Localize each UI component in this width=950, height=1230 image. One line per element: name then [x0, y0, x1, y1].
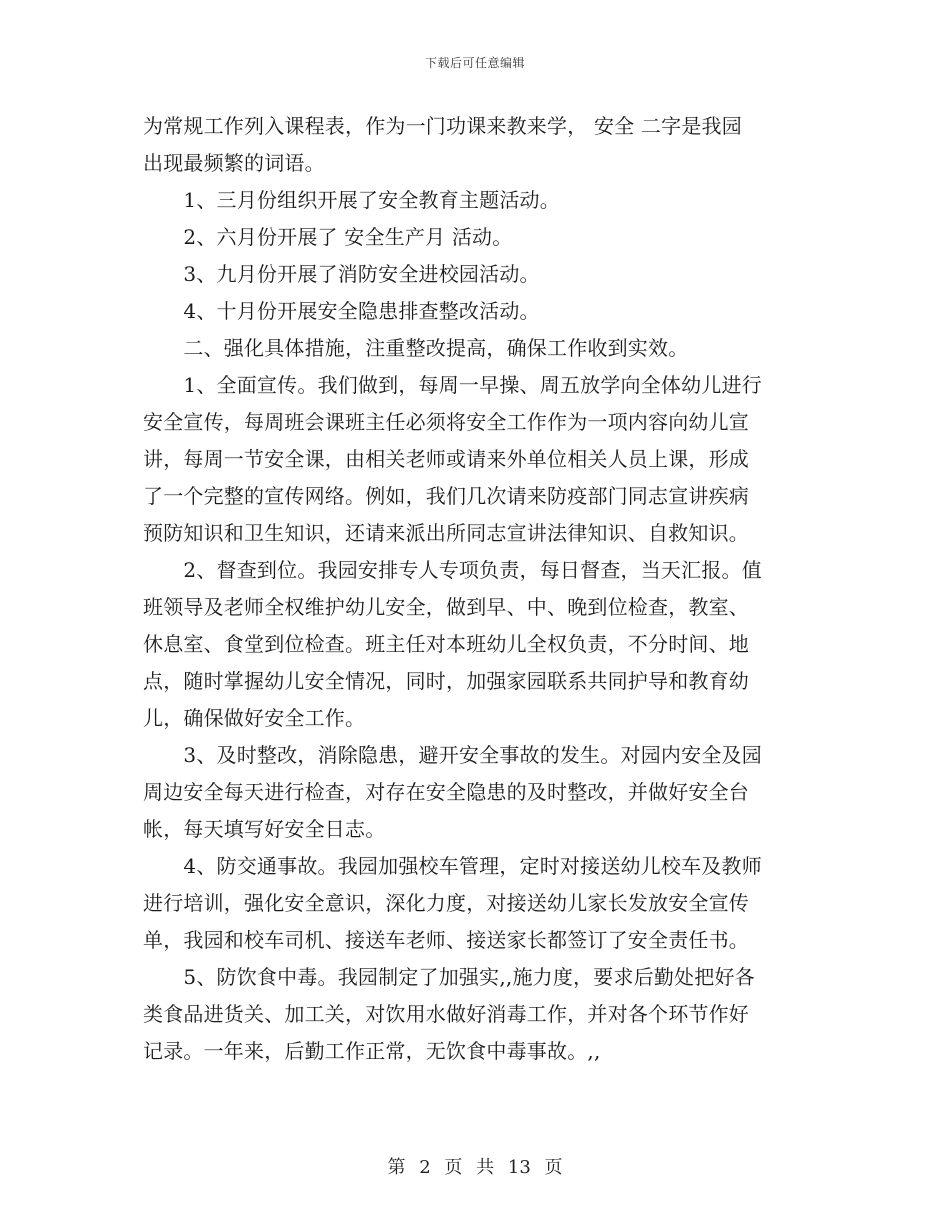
footer-prefix: 第 — [387, 1157, 406, 1178]
body-line: 1、三月份组织开展了安全教育主题活动。 — [143, 188, 560, 212]
body-line: 2、六月份开展了 安全生产月 活动。 — [143, 225, 513, 249]
body-line: 安全宣传，每周班会课班主任必须将安全工作作为一项内容向幼儿宣 — [143, 410, 749, 434]
body-line: 预防知识和卫生知识，还请来派出所同志宣讲法律知识、自救知识。 — [143, 521, 749, 545]
body-line: 5、防饮食中毒。我园制定了加强实,,施力度，要求后勤处把好各 — [143, 965, 755, 989]
body-line: 二、强化具体措施，注重整改提高，确保工作收到实效。 — [143, 336, 689, 360]
body-line: 点，随时掌握幼儿安全情况，同时，加强家园联系共同护导和教育幼 — [143, 669, 749, 693]
body-line: 儿，确保做好安全工作。 — [143, 706, 366, 730]
footer-total-pages: 13 — [507, 1157, 531, 1178]
body-line: 帐，每天填写好安全日志。 — [143, 817, 386, 841]
body-line: 了一个完整的宣传网络。例如，我们几次请来防疫部门同志宣讲疾病 — [143, 484, 749, 508]
body-line: 3、九月份开展了消防安全进校园活动。 — [143, 262, 540, 286]
body-line: 4、十月份开展安全隐患排查整改活动。 — [143, 299, 540, 323]
body-line: 类食品进货关、加工关，对饮用水做好消毒工作，并对各个环节作好 — [143, 1002, 749, 1026]
body-line: 为常规工作列入课程表，作为一门功课来教来学， 安全 二字是我园 — [143, 114, 742, 138]
body-line: 4、防交通事故。我园加强校车管理，定时对接送幼儿校车及教师 — [143, 854, 762, 878]
body-line: 记录。一年来，后勤工作正常，无饮食中毒事故。,, — [143, 1039, 601, 1063]
body-line: 1、全面宣传。我们做到，每周一早操、周五放学向全体幼儿进行 — [143, 373, 762, 397]
document-body — [143, 108, 810, 1070]
body-line: 休息室、食堂到位检查。班主任对本班幼儿全权负责，不分时间、地 — [143, 632, 749, 656]
body-line: 讲，每周一节安全课，由相关老师或请来外单位相关人员上课，形成 — [143, 447, 749, 471]
body-line: 进行培训，强化安全意识，深化力度，对接送幼儿家长发放安全宣传 — [143, 891, 749, 915]
body-line: 班领导及老师全权维护幼儿安全，做到早、中、晚到位检查，教室、 — [143, 595, 749, 619]
footer-total-word: 共 — [476, 1157, 495, 1178]
body-line: 周边安全每天进行检查，对存在安全隐患的及时整改，并做好安全台 — [143, 780, 749, 804]
footer-suffix: 页 — [544, 1157, 563, 1178]
body-line: 2、督查到位。我园安排专人专项负责，每日督查，当天汇报。值 — [143, 558, 762, 582]
page-header: 下载后可任意编辑 — [424, 56, 525, 70]
footer-page-word: 页 — [444, 1157, 463, 1178]
page-footer — [0, 1153, 950, 1179]
footer-page-number: 2 — [419, 1157, 431, 1178]
body-line: 单，我园和校车司机、接送车老师、接送家长都签订了安全责任书。 — [143, 928, 749, 952]
body-line: 3、及时整改，消除隐患，避开安全事故的发生。对园内安全及园 — [143, 743, 762, 767]
body-line: 出现最频繁的词语。 — [143, 151, 325, 175]
